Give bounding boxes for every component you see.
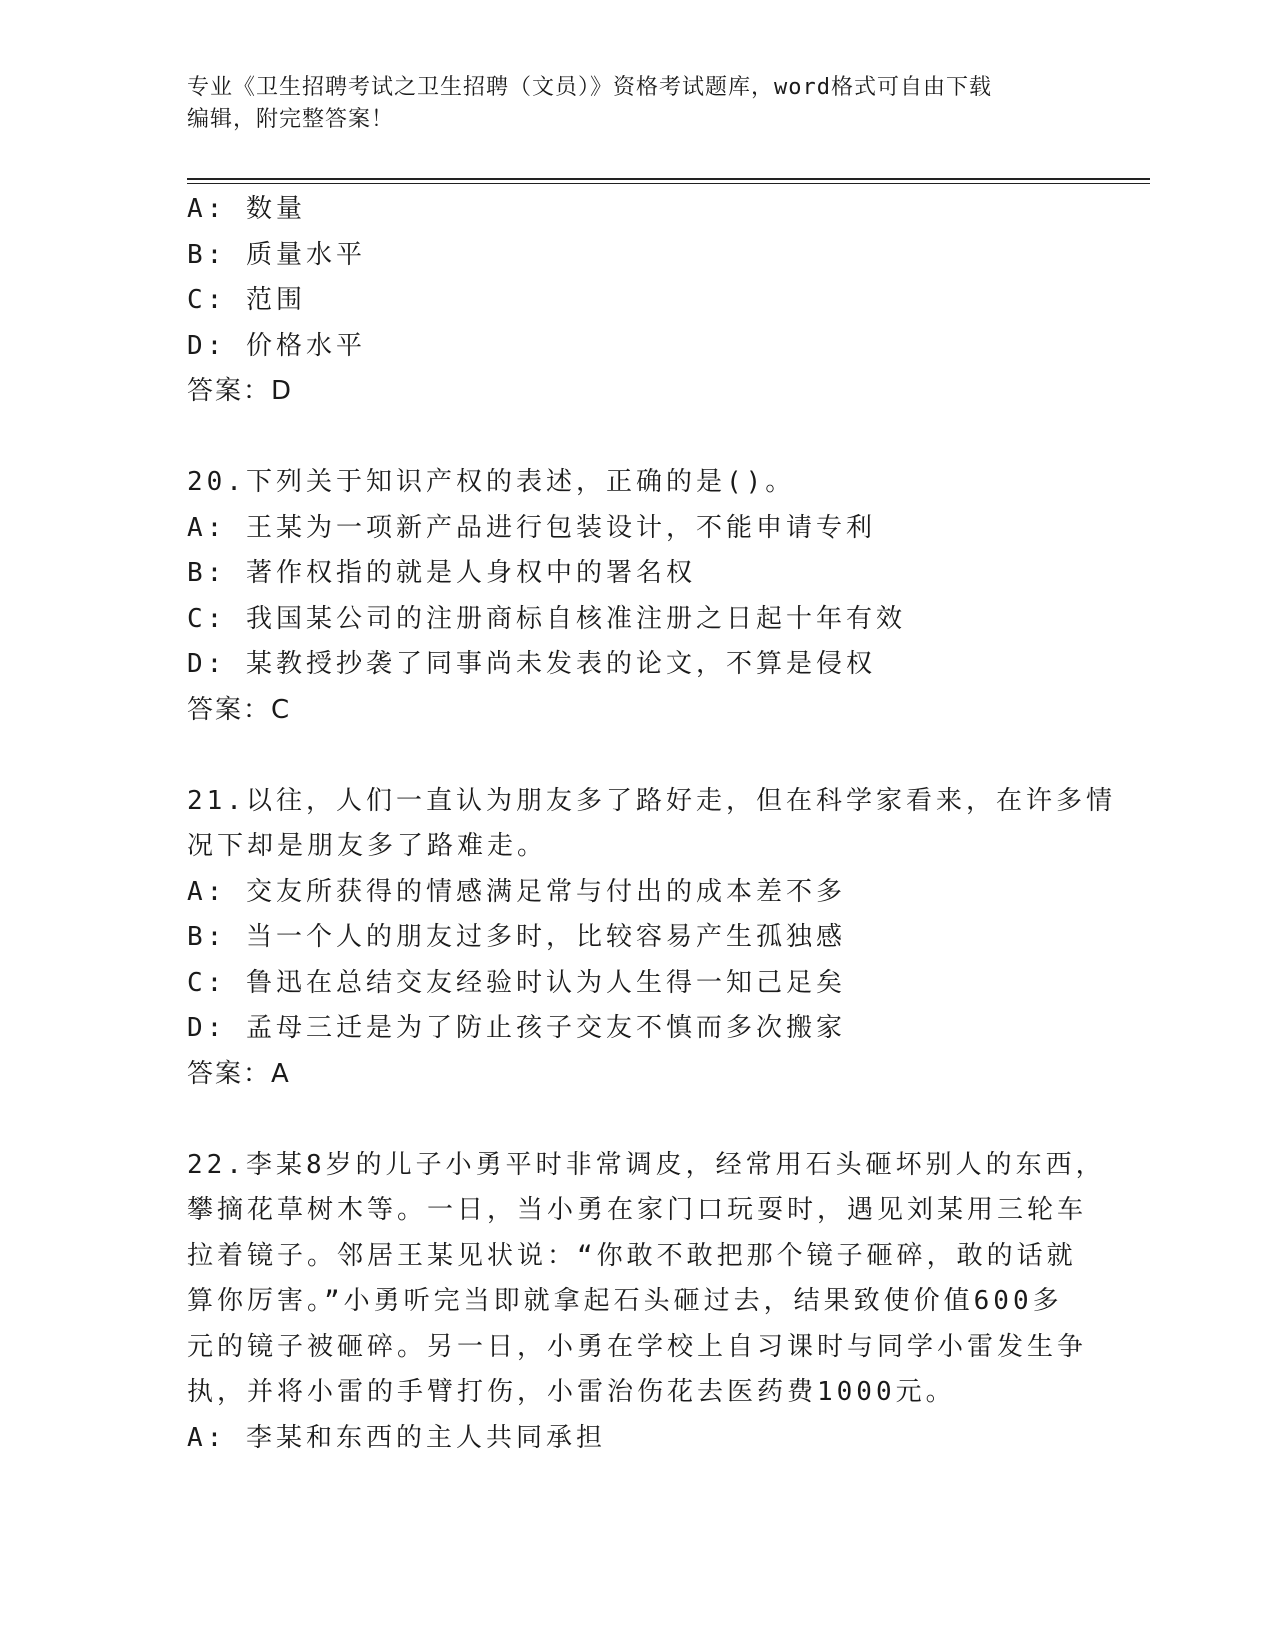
option-c: C: 鲁迅在总结交友经验时认为人生得一知己足矣	[187, 967, 846, 998]
question-19	[187, 187, 1087, 415]
spacer	[187, 1097, 1087, 1143]
question-22	[187, 1143, 1106, 1462]
question-20	[187, 460, 1087, 733]
answer: 答案：C	[187, 694, 292, 725]
spacer	[187, 733, 1087, 779]
header-line-1: 专业《卫生招聘考试之卫生招聘（文员）》资格考试题库，word格式可自由下载	[187, 75, 992, 100]
question-stem: 攀摘花草树木等。一日，当小勇在家门口玩耍时，遇见刘某用三轮车	[187, 1195, 1088, 1225]
option-b: B: 著作权指的就是人身权中的署名权	[187, 558, 696, 588]
question-stem: 算你厉害。”小勇听完当即就拿起石头砸过去，结果致使价值600多	[187, 1286, 1063, 1316]
option-a: A: 交友所获得的情感满足常与付出的成本差不多	[187, 876, 846, 907]
question-stem: 元的镜子被砸碎。另一日，小勇在学校上自习课时与同学小雷发生争	[187, 1331, 1088, 1362]
spacer	[187, 415, 1087, 461]
question-list	[187, 187, 1116, 1461]
option-d: D: 某教授抄袭了同事尚未发表的论文，不算是侵权	[187, 649, 876, 679]
question-stem: 22.李某8岁的儿子小勇平时非常调皮，经常用石头砸坏别人的东西，	[187, 1149, 1106, 1180]
option-b: B: 当一个人的朋友过多时，比较容易产生孤独感	[187, 922, 846, 952]
header-line-2: 编辑，附完整答案！	[187, 107, 395, 132]
option-d: D: 价格水平	[187, 330, 366, 361]
option-a: A: 数量	[187, 194, 306, 224]
answer: 答案：D	[187, 376, 294, 406]
option-d: D: 孟母三迁是为了防止孩子交友不慎而多次搬家	[187, 1013, 846, 1043]
option-a: A: 李某和东西的主人共同承担	[187, 1422, 606, 1453]
question-stem: 拉着镜子。邻居王某见状说：“你敢不敢把那个镜子砸碎，敢的话就	[187, 1240, 1077, 1271]
answer: 答案：A	[187, 1058, 291, 1089]
question-stem: 21.以往，人们一直认为朋友多了路好走，但在科学家看来，在许多情	[187, 785, 1116, 816]
option-c: C: 我国某公司的注册商标自核准注册之日起十年有效	[187, 603, 906, 634]
header-divider-thin	[187, 183, 1150, 184]
option-a: A: 王某为一项新产品进行包装设计，不能申请专利	[187, 512, 876, 543]
option-c: C: 范围	[187, 285, 306, 315]
question-stem: 况下却是朋友多了路难走。	[187, 831, 548, 861]
question-stem: 20.下列关于知识产权的表述，正确的是()。	[187, 467, 796, 497]
header-divider-thick	[187, 178, 1150, 180]
question-stem: 执，并将小雷的手臂打伤，小雷治伤花去医药费1000元。	[187, 1377, 956, 1407]
document-header	[187, 72, 1067, 136]
question-21	[187, 779, 1116, 1098]
option-b: B: 质量水平	[187, 239, 366, 270]
